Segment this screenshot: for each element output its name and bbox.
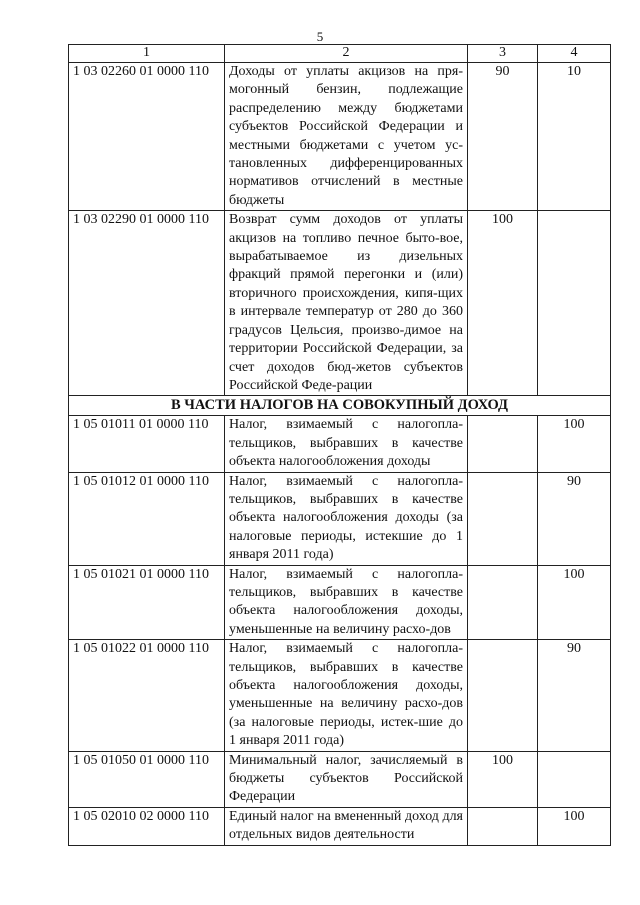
- share-col3: 100: [468, 751, 538, 807]
- table-header-row: [69, 45, 611, 63]
- column-header-4: 4: [538, 45, 611, 63]
- column-header-1: 1: [69, 45, 225, 63]
- table-row: [69, 211, 611, 396]
- revenue-code: 1 05 01050 01 0000 110: [69, 751, 225, 807]
- share-col4: 90: [538, 472, 611, 565]
- table-row: [69, 416, 611, 472]
- section-heading-row: [69, 396, 611, 416]
- table-row: [69, 640, 611, 751]
- revenue-description: Налог, взимаемый с налогопла-тельщиков, выбравших в качестве объекта налогообложения доходы: [225, 416, 468, 472]
- revenue-description: Налог, взимаемый с налогопла-тельщиков, выбравших в качестве объекта налогообложения доходы (за налоговые периоды, истекшие до 1 января 2011 года): [225, 472, 468, 565]
- share-col4: 90: [538, 640, 611, 751]
- share-col3: [468, 807, 538, 845]
- share-col4: 100: [538, 416, 611, 472]
- share-col4: [538, 751, 611, 807]
- share-col3: [468, 472, 538, 565]
- revenue-code: 1 05 01022 01 0000 110: [69, 640, 225, 751]
- revenue-code: 1 05 02010 02 0000 110: [69, 807, 225, 845]
- column-header-2: 2: [225, 45, 468, 63]
- revenue-description: Налог, взимаемый с налогопла-тельщиков, выбравших в качестве объекта налогообложения доходы, уменьшенные на величину расхо-дов: [225, 565, 468, 640]
- share-col4: 100: [538, 807, 611, 845]
- revenue-description: Единый налог на вмененный доход для отдельных видов деятельности: [225, 807, 468, 845]
- table-row: [69, 472, 611, 565]
- revenue-description: Минимальный налог, зачисляемый в бюджеты субъектов Российской Федерации: [225, 751, 468, 807]
- revenue-description: Налог, взимаемый с налогопла-тельщиков, выбравших в качестве объекта налогообложения доходы, уменьшенные на величину расхо-дов (за налоговые периоды, истек-шие до 1 января 2011 года): [225, 640, 468, 751]
- table-row: [69, 751, 611, 807]
- share-col3: 90: [468, 63, 538, 211]
- share-col4: [538, 211, 611, 396]
- table-row: [69, 807, 611, 845]
- column-header-3: 3: [468, 45, 538, 63]
- share-col4: 10: [538, 63, 611, 211]
- section-title: В ЧАСТИ НАЛОГОВ НА СОВОКУПНЫЙ ДОХОД: [69, 396, 611, 416]
- revenue-code: 1 03 02260 01 0000 110: [69, 63, 225, 211]
- table-row: [69, 63, 611, 211]
- revenue-description: Возврат сумм доходов от уплаты акцизов на топливо печное быто-вое, вырабатываемое из дизельных фракций прямой перегонки и (или) вторичного происхождения, кипя-щих в интервале температур от 280 до 360 градусов Цельсия, произво-димое на территории Российской Федерации, за счет доходов бюд-жетов субъектов Российской Феде-рации: [225, 211, 468, 396]
- revenue-code: 1 03 02290 01 0000 110: [69, 211, 225, 396]
- revenue-code: 1 05 01021 01 0000 110: [69, 565, 225, 640]
- table-row: [69, 565, 611, 640]
- page-number: 5: [316, 29, 324, 44]
- share-col4: 100: [538, 565, 611, 640]
- revenue-description: Доходы от уплаты акцизов на пря-могонный бензин, подлежащие распределению между бюджетами субъектов Российской Федерации и местными бюджетами с учетом ус-тановленных дифференцированных нормативов отчислений в местные бюджеты: [225, 63, 468, 211]
- share-col3: 100: [468, 211, 538, 396]
- share-col3: [468, 640, 538, 751]
- revenue-code: 1 05 01012 01 0000 110: [69, 472, 225, 565]
- revenue-code: 1 05 01011 01 0000 110: [69, 416, 225, 472]
- share-col3: [468, 416, 538, 472]
- share-col3: [468, 565, 538, 640]
- budget-distribution-table: [68, 44, 611, 846]
